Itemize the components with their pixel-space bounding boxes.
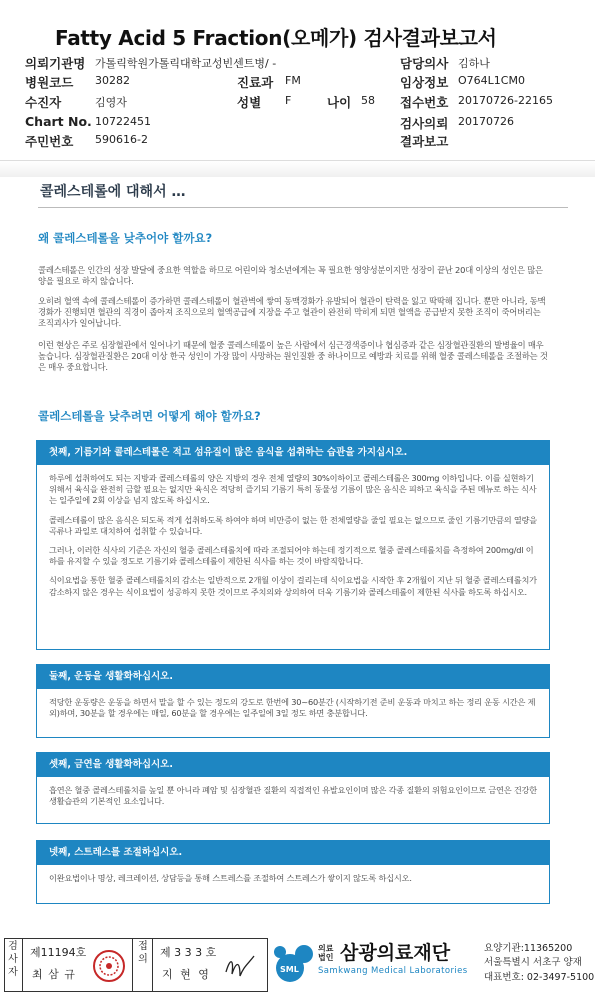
divider [132,938,133,992]
question-1: 왜 콜레스테롤을 낮추어야 할까요? [38,231,213,245]
header-row-department: 진료과 FM [237,74,301,90]
inspector-license: 제11194호 [30,946,87,959]
card-paragraph: 적당한 운동량은 운동을 하면서 말을 할 수 있는 정도의 강도로 한번에 30~60분간 (시작하기전 준비 운동과 마치고 하는 정리 운동 시간은 제외)하며, 30분을 할 경우에는 매일, 60분을 할 경우에는 일주일에 3일 정도 하면 충분합니다. [49,697,536,719]
card-paragraph: 이완요법이나 명상, 레크레이션, 상담등을 통해 스트레스를 조절하여 스트레스가 쌓이지 않도록 하십시오. [49,873,412,883]
section-separator [0,160,595,177]
inspector-name: 최 삼 규 [32,968,76,981]
header-row-institution: 의뢰기관명 가톨릭학원가톨릭대학교성빈센트병/ - [25,56,277,71]
org-english-name: Samkwang Medical Laboratories [318,966,468,976]
address: 서울특별시 서초구 양재 [484,957,582,968]
header-row-clinical-info: 임상정보 O764L1CM0 [400,74,525,90]
card-paragraph: 콜레스테롤이 많은 음식은 되도록 적게 섭취하도록 하여야 하며 비만증이 없는 한 전체열량을 줄일 필요는 없으므로 줄인 기름기만큼의 열량을 곡류나 과일로 대치하여 섭취할 수 있습니다. [49,514,537,536]
card-paragraph: 그러나, 이러한 식사의 기준은 자신의 혈중 콜레스테롤치에 따라 조절되어야 하는데 정기적으로 혈중 콜레스테롤치를 측정하여 200mg/dl 이하를 유지할 수 있을 정도로 기름기와 콜레스테롤이 제한된 식사를 하는 것이 바람직합니다. [49,545,534,567]
advice-card-stress [36,840,550,904]
advice-card-diet [36,440,550,650]
sml-logo-icon [270,940,318,986]
divider [22,938,23,992]
card-heading: 넷째, 스트레스를 조절하십시오. [37,841,549,865]
divider [152,938,153,992]
footer [0,936,595,1002]
card-heading: 둘째, 운동을 생활화하십시오. [37,665,549,689]
heading-underline [38,207,568,208]
header-row-resident-no: 주민번호 590616-2 [25,133,148,149]
advice-card-exercise [36,664,550,738]
header-row-patient: 수진자 김영자 [25,95,127,110]
red-seal-icon [92,942,126,990]
section-heading: 콜레스테롤에 대해서 … [40,184,186,200]
org-name: 삼광의료재단 [340,942,451,964]
card-heading: 셋째, 금연을 생활화하십시오. [37,753,549,777]
advice-card-no-smoking [36,752,550,824]
header-row-chart-no: Chart No. 10722451 [25,114,151,129]
header-row-sex: 성별 F [237,94,292,110]
header-row-receipt-no: 접수번호 20170726-22165 [400,94,553,110]
header-row-doctor: 담당의사 김하나 [400,56,490,71]
header-row-hospital-code: 병원코드 30282 [25,74,130,90]
report-title: Fatty Acid 5 Fraction(오메가) 검사결과보고서 [55,26,497,50]
reviewer-license: 제 3 3 3 호 [160,946,217,959]
intro-paragraph-3: 이런 현상은 주로 심장혈관에서 일어나기 때문에 혈중 콜레스테롤이 높은 사람에서 심근경색증이나 협심증과 같은 심장혈관질환의 발병율이 매우 높습니다. 심장혈관질환은 20대 이상 한국 성인이 가장 많이 사망하는 원인질환 중 하나이므로 예방과 치료를 위해 혈중 콜레스테롤을 조절하는 것은 매우 중요합니다. [38,340,548,372]
signature-icon [222,950,258,982]
header-row-result-report: 결과보고 [400,134,449,149]
phone: 대표번호: 02-3497-5100 [484,972,595,983]
reviewer-name: 지 현 영 [162,968,211,981]
header-row-request-date: 검사의뢰 20170726 [400,115,514,131]
card-heading: 첫째, 기름기와 콜레스테롤은 적고 섬유질이 많은 음식을 섭취하는 습관을 가지십시오. [37,441,549,465]
intro-paragraph-1: 콜레스테롤은 인간의 성장 발달에 중요한 역할을 하므로 어린이와 청소년에게는 꼭 필요한 영양성분이지만 성장이 끝난 20대 이상의 성인은 많은 양을 필요로 하지 않습니다. [38,265,543,286]
institution-code: 요양기관:11365200 [484,943,573,954]
logo-text: SML [280,965,299,974]
inspector-label: 검사자 [8,941,18,978]
question-2: 콜레스테롤을 낮추려면 어떻게 해야 할까요? [38,409,261,423]
header-row-age: 나이 58 [327,94,375,110]
org-prefix: 의료법인 [318,944,334,962]
card-paragraph: 하루에 섭취하여도 되는 지방과 콜레스테롤의 양은 지방의 경우 전체 열량의 30%이하이고 콜레스테롤은 300mg 이하입니다. 이를 실현하기 위해서 육식을 완전히 금할 필요는 없지만 육식은 적당히 즐기되 기름기 특히 동물성 기름이 많은 음식은 피하고 육식을 주된 메뉴로 하는 식사는 일주일에 2회 이상을 넘지 않도록 하십시오. [49,473,537,506]
card-paragraph: 식이요법을 통한 혈중 콜레스테롤치의 감소는 일반적으로 2개월 이상이 걸리는데 식이요법을 시작한 후 2개월이 지난 뒤 혈중 콜레스테롤치가 감소하지 않은 경우는 식이요법이 성공하지 못한 것이므로 주치의와 상의하여 더욱 기름기와 콜레스테롤이 제한된 식사를 하도록 하십시오. [49,575,537,597]
card-paragraph: 흡연은 혈중 콜레스테롤치를 높일 뿐 아니라 폐암 및 심장혈관 질환의 직접적인 유발요인이며 많은 각종 질환의 위험요인이므로 금연은 건강한 생활습관의 기본적인 요소입니다. [49,785,537,807]
intro-paragraph-2: 오히려 혈액 속에 콜레스테롤이 증가하면 콜레스테롤이 혈관벽에 쌓여 동맥경화가 유발되어 혈관이 탄력을 잃고 딱딱해 집니다. 뿐만 아니라, 동맥경화가 진행되면 혈관의 직경이 좁아져 조직으로의 혈액공급에 지장을 주고 혈관이 완전히 막히게 되면 혈액을 공급받지 못한 조직이 죽어버리는 조직괴사가 일어납니다. [38,296,546,328]
reviewer-label: 접의 [138,941,148,965]
